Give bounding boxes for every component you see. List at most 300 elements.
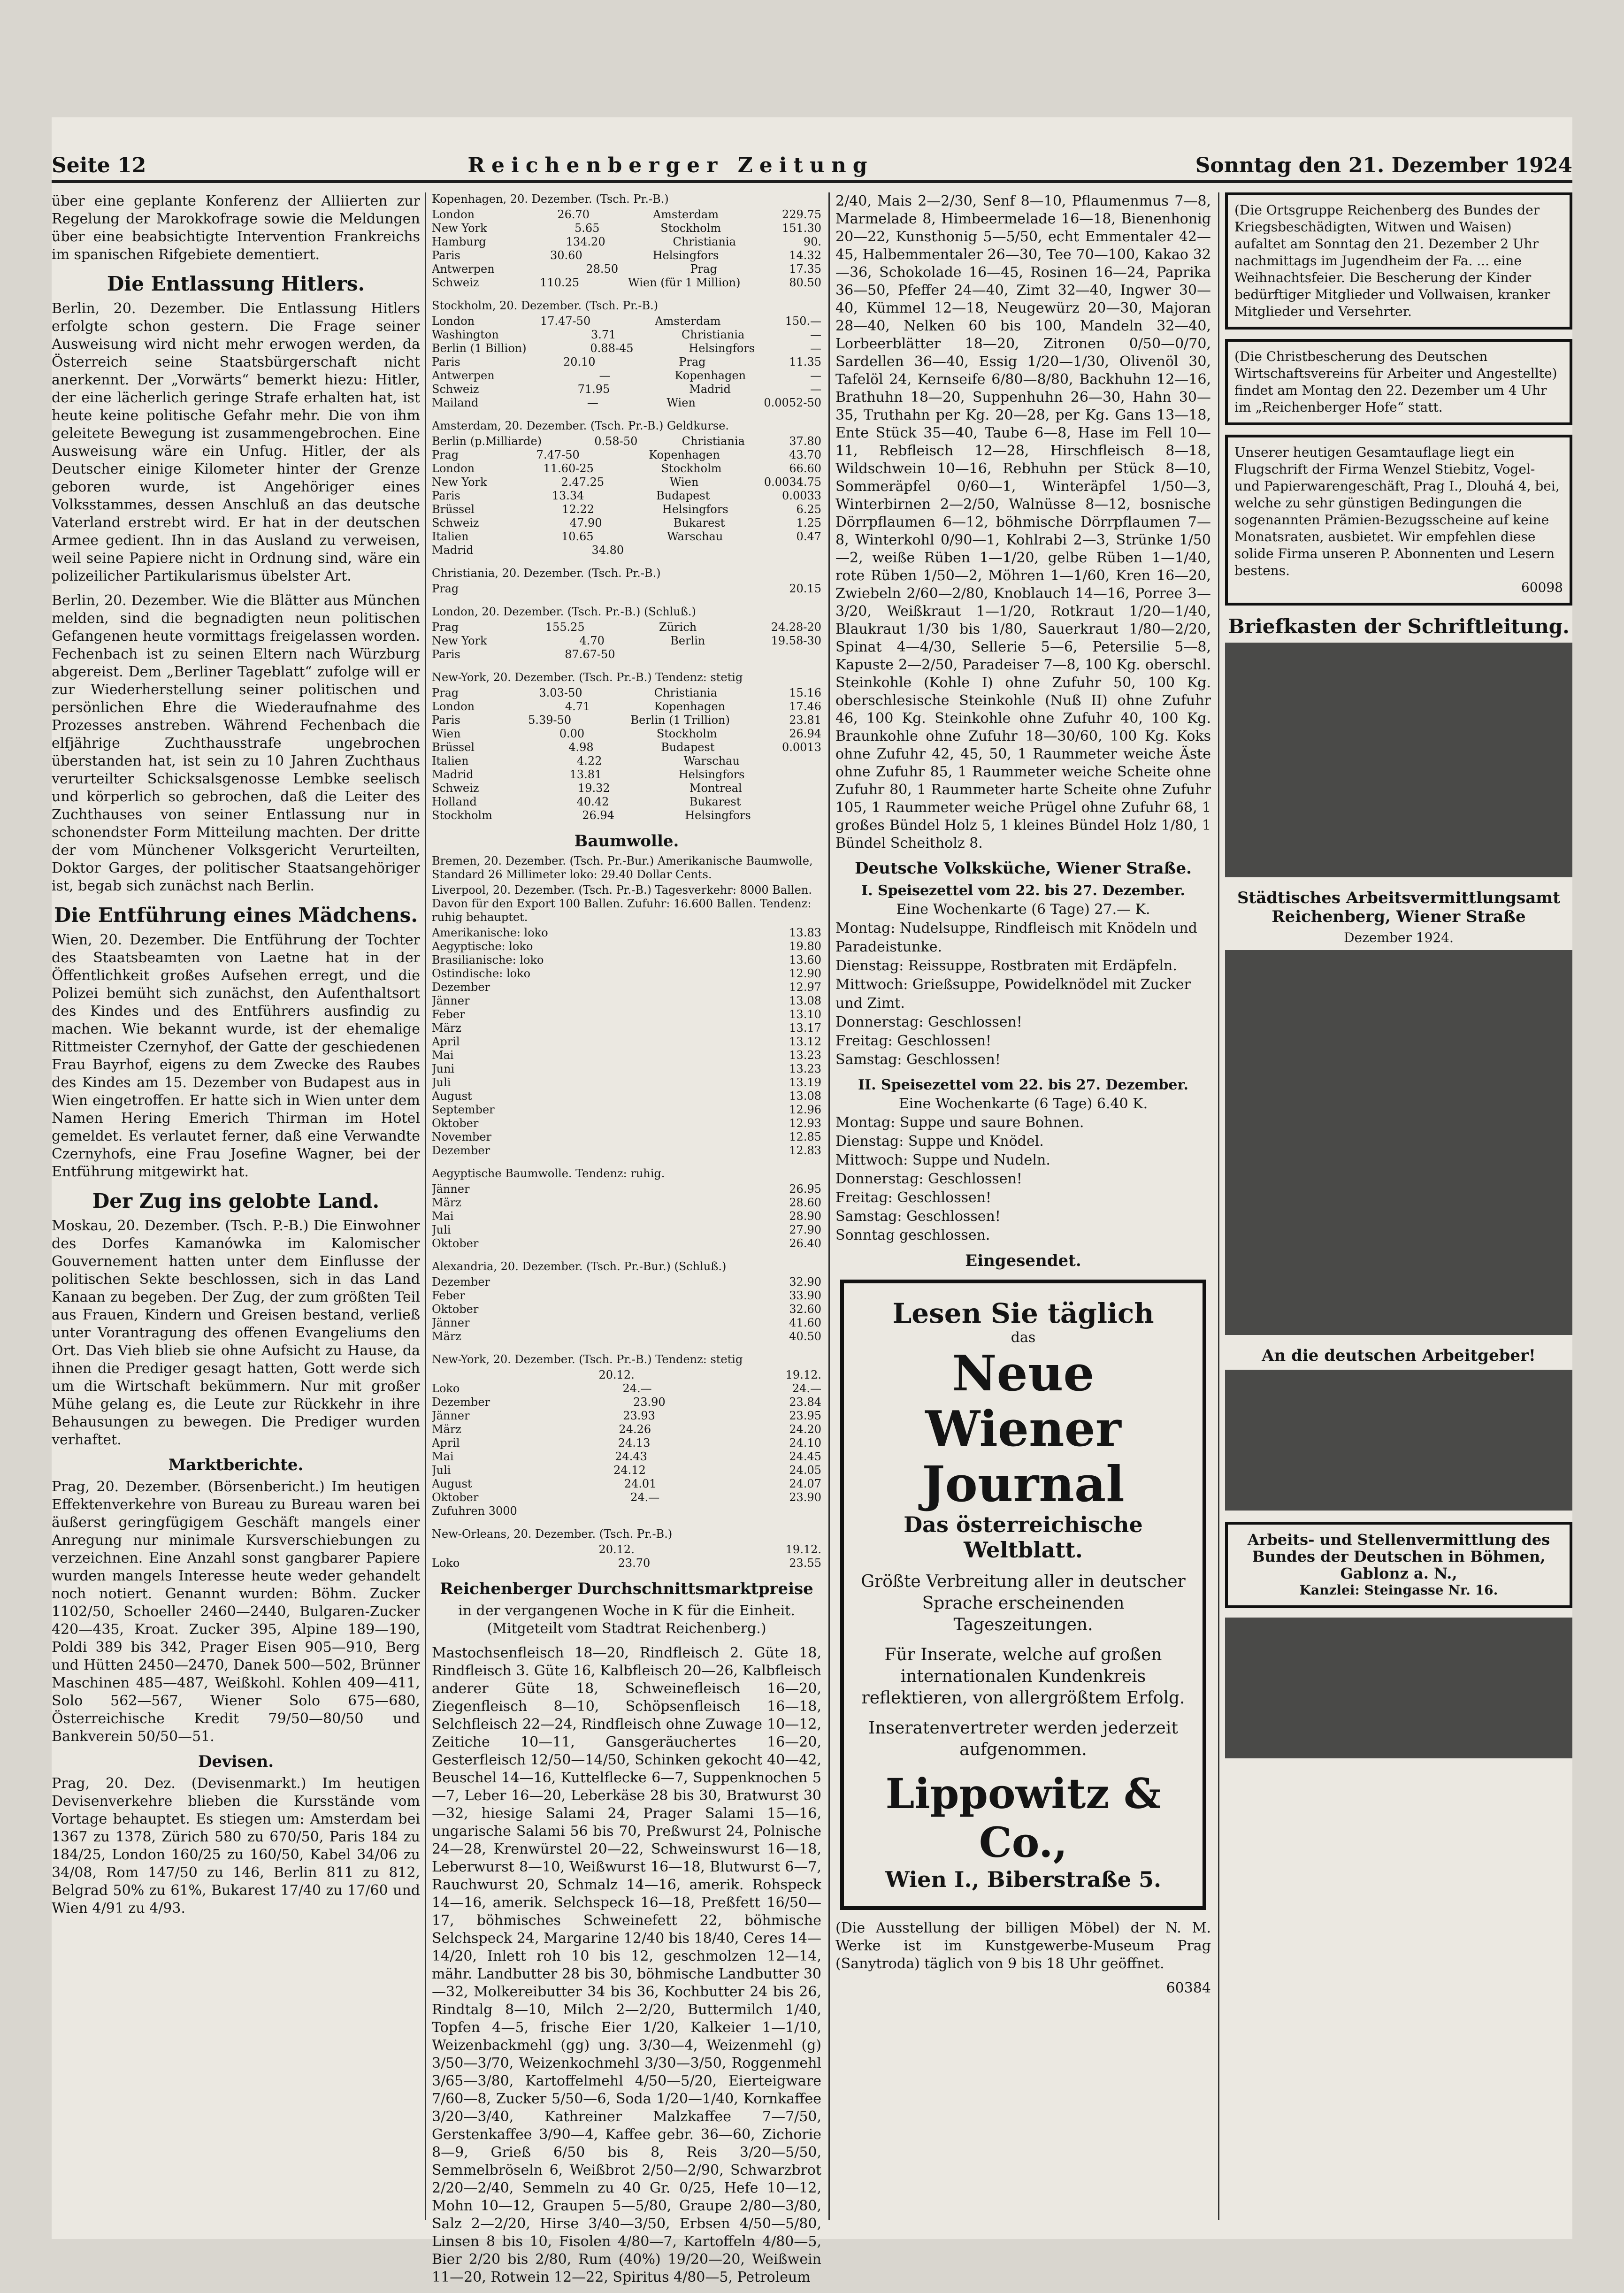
table-cell: Berlin (p.Milliarde) <box>432 435 542 448</box>
table-cell: 23.70 <box>618 1557 651 1570</box>
table-row <box>432 713 821 727</box>
table-cell: 0.88-45 <box>590 342 634 355</box>
cotton-rows <box>432 1182 821 1250</box>
table-row <box>432 700 821 713</box>
table-cell: 13.23 <box>789 1049 821 1062</box>
table-row <box>432 795 821 809</box>
table-row <box>432 1076 821 1089</box>
table-row <box>432 926 821 940</box>
table-cell: 28.50 <box>586 262 619 276</box>
table-cell: Mai <box>432 1450 454 1463</box>
table-cell: Juli <box>432 1223 451 1236</box>
page-number: Seite 12 <box>52 153 146 177</box>
table-row <box>432 621 821 634</box>
table-cell: 13.34 <box>552 489 584 502</box>
table-row <box>432 328 821 342</box>
table-row <box>432 1436 821 1450</box>
newspaper-advertisement <box>840 1280 1206 1910</box>
table-cell: — <box>810 383 821 396</box>
table-cell: Stockholm <box>656 727 717 740</box>
table-cell: 13.08 <box>789 1089 821 1103</box>
table-row <box>432 342 821 355</box>
menu-heading: II. Speisezettel vom 22. bis 27. Dezember. <box>858 1077 1188 1093</box>
table-cell: 23.95 <box>789 1409 821 1422</box>
table-cell: 4.70 <box>579 634 605 647</box>
table-cell: Italien <box>432 530 469 543</box>
table-row <box>432 475 821 489</box>
table-cell: Oktober <box>432 1303 479 1316</box>
table-cell: Oktober <box>432 1117 479 1130</box>
table-cell: 150.— <box>785 314 821 328</box>
table-cell: Prag <box>432 686 459 699</box>
menu-heading: I. Speisezettel vom 22. bis 27. Dezember. <box>861 882 1185 899</box>
table-cell: Jänner <box>432 994 470 1007</box>
section-heading: Devisen. <box>198 1752 274 1771</box>
table-cell: London <box>432 208 475 221</box>
menu-1 <box>835 882 1211 1069</box>
table-cell: 26.94 <box>582 809 614 822</box>
menu-line: Dienstag: Reissuppe, Rostbraten mit Erdäpfeln. <box>835 958 1177 974</box>
menu-line: Samstag: Geschlossen! <box>835 1208 1001 1225</box>
table-cell: Mai <box>432 1049 454 1062</box>
table-cell: April <box>432 1035 460 1048</box>
table-cell: 40.42 <box>576 795 609 808</box>
table-row <box>432 967 821 981</box>
table-row <box>432 1409 821 1423</box>
rate-table-heading: London, 20. Dezember. (Tsch. Pr.-B.) (Schluß.) <box>432 605 696 618</box>
table-cell: 24.43 <box>615 1450 647 1463</box>
column-2 <box>432 192 821 2293</box>
rate-table <box>432 299 821 410</box>
table-row <box>432 1275 821 1289</box>
table-cell: Amsterdam <box>655 314 721 328</box>
table-row <box>432 1035 821 1049</box>
table-cell: 0.47 <box>796 530 821 543</box>
table-cell: 23.90 <box>789 1491 821 1504</box>
column-rule <box>828 192 830 2220</box>
table-row <box>432 686 821 700</box>
table-header-row <box>432 1368 821 1382</box>
table-cell: Berlin <box>670 634 705 647</box>
table-row <box>432 1330 821 1343</box>
table-cell: Prag <box>679 355 706 368</box>
ad-company: Lippowitz & Co., <box>885 1769 1161 1867</box>
table-cell: 4.22 <box>577 754 602 767</box>
table-cell: Schweiz <box>432 516 479 529</box>
table-cell: Helsingfors <box>678 768 745 781</box>
table-cell: Juli <box>432 1464 451 1477</box>
table-cell: Amsterdam <box>652 208 719 221</box>
rate-table <box>432 419 821 557</box>
section-heading: Briefkasten der Schriftleitung. <box>1228 615 1570 638</box>
table-cell: 24.20 <box>789 1423 821 1436</box>
menu-price: Eine Wochenkarte (6 Tage) 6.40 K. <box>898 1096 1148 1112</box>
table-cell: 12.22 <box>562 503 594 516</box>
table-cell: Antwerpen <box>432 369 495 382</box>
table-cell: Warschau <box>683 754 740 767</box>
table-cell: 24.10 <box>789 1436 821 1449</box>
table-cell: Wien <box>666 396 696 409</box>
table-cell: Paris <box>432 648 460 661</box>
table-cell: 7.47-50 <box>536 448 580 461</box>
table-cell: London <box>432 462 475 475</box>
table-cell: 24.28-20 <box>771 621 821 634</box>
table-cell: 26.40 <box>789 1237 821 1250</box>
table-cell: Schweiz <box>432 383 479 396</box>
table-cell: Kopenhagen <box>649 448 720 461</box>
column-rule <box>1218 192 1219 2220</box>
rate-rows <box>432 435 821 557</box>
table-cell: 0.0034.75 <box>764 475 821 489</box>
table-cell: Mai <box>432 1210 454 1223</box>
table-cell: Christiania <box>682 328 745 341</box>
table-cell: Aegyptische: loko <box>432 940 533 953</box>
table-cell: 32.60 <box>789 1303 821 1316</box>
table-cell: 24.05 <box>789 1464 821 1477</box>
table-row <box>432 768 821 782</box>
table-cell: 2.47.25 <box>561 475 605 489</box>
cotton-rows <box>432 1557 821 1570</box>
table-cell: 24.12 <box>613 1464 646 1477</box>
table-cell: 20.15 <box>789 582 821 595</box>
table-cell: 17.47-50 <box>540 314 591 328</box>
cotton-note: Alexandria, 20. Dezember. (Tsch. Pr.-Bur.) (Schluß.) <box>432 1260 727 1273</box>
masthead: Reichenberger Zeitung <box>467 153 874 177</box>
table-cell: 23.84 <box>789 1396 821 1409</box>
table-cell: 229.75 <box>782 208 821 221</box>
table-row <box>432 314 821 328</box>
illegible-text-block <box>1225 1618 1572 1758</box>
table-cell: 4.71 <box>565 700 590 713</box>
table-cell: August <box>432 1477 472 1490</box>
ad-address: Wien I., Biberstraße 5. <box>885 1867 1162 1892</box>
table-cell: 24.26 <box>619 1423 651 1436</box>
article-text: Prag, 20. Dezember. (Börsenbericht.) Im heutigen Effektenverkehre von Bureau zu Bureau waren bei äußerst geringfügigem Geschäft mangels einer Anregung nur minimale Kursverschiebungen zu verzeichnen. Eine Anzahl sonst gangbarer Papiere wurden mangels Interesse heute weder gehandelt noch notiert. Genannt wurden: Böhm. Zucker 1102/50, Schoeller 2460—2440, Bulgaren-Zucker 420—435, Kroat. Zucker 395, Alpine 189—190, Poldi 389 bis 342, Prager Eisen 905—910, Berg und Hütten 2450—2470, Danek 500—502, Brünner Maschinen 485—487, Weißkohl. Kohlen 409—411, Solo 562—567, Wiener Solo 675—680, Österreichische Kredit 79/50—80/50 und Bankverein 50/50—51. <box>52 1479 420 1745</box>
table-cell: Paris <box>432 355 460 368</box>
notice-box: (Die Christbescherung des Deutschen Wirtschaftsvereins für Arbeiter und Angestellte) findet am Montag den 22. Dezember um 4 Uhr im „Reichenberger Hofe“ statt. <box>1225 339 1572 425</box>
table-cell: Amerikanische: loko <box>432 926 548 939</box>
table-cell: 134.20 <box>566 235 605 248</box>
table-row <box>432 582 821 596</box>
table-cell: Oktober <box>432 1237 479 1250</box>
rate-rows <box>432 686 821 822</box>
section-heading: Städtisches Arbeitsvermittlungsamt Reichenberg, Wiener Straße <box>1237 889 1560 926</box>
table-cell: März <box>432 1196 461 1209</box>
table-cell: Paris <box>432 489 460 502</box>
table-row <box>432 648 821 661</box>
table-cell: 13.19 <box>789 1076 821 1089</box>
article-heading: Die Entlassung Hitlers. <box>107 272 365 295</box>
column-1 <box>52 192 420 1924</box>
table-cell: Stockholm <box>661 462 722 475</box>
cotton-rows <box>432 1382 821 1504</box>
table-cell: — <box>587 396 598 409</box>
newspaper-page <box>52 117 1572 2285</box>
table-cell: 110.25 <box>540 276 580 289</box>
table-cell: Stockholm <box>660 222 721 235</box>
notice-subheading: Kanzlei: Steingasse Nr. 16. <box>1299 1582 1498 1598</box>
table-cell: New York <box>432 222 487 235</box>
cotton-rows <box>432 926 821 1158</box>
table-cell: 13.23 <box>789 1062 821 1075</box>
table-cell: 0.0013 <box>782 741 821 754</box>
table-cell: Ostindische: loko <box>432 967 531 980</box>
table-cell: London <box>432 700 475 713</box>
cotton-table <box>432 854 821 1158</box>
menu-2 <box>835 1076 1211 1245</box>
table-cell: 13.10 <box>789 1008 821 1021</box>
table-cell: 12.97 <box>789 981 821 994</box>
table-cell: April <box>432 1436 460 1449</box>
table-row <box>432 1303 821 1316</box>
table-cell: 20.10 <box>563 355 596 368</box>
table-cell: 155.25 <box>545 621 585 634</box>
ad-text: Größte Verbreitung aller in deutscher Sprache erscheinenden Tageszeitungen. <box>861 1572 1186 1634</box>
menu-line: Montag: Suppe und saure Bohnen. <box>835 1114 1084 1131</box>
table-row <box>432 809 821 822</box>
table-row <box>432 544 821 557</box>
article-text: über eine geplante Konferenz der Alliierten zur Regelung der Marokkofrage sowie die Meldungen über eine beabsichtigte Intervention Frankreichs im spanischen Rifgebiete dementiert. <box>52 193 420 263</box>
table-cell: 24.07 <box>789 1477 821 1490</box>
table-cell: — <box>810 328 821 341</box>
table-row <box>432 981 821 994</box>
table-cell: Juli <box>432 1076 451 1089</box>
column-rule <box>425 192 426 2220</box>
rate-rows <box>432 314 821 410</box>
table-cell: Jänner <box>432 1182 470 1196</box>
table-row <box>432 383 821 396</box>
cotton-rows <box>432 1275 821 1343</box>
cotton-note: Bremen, 20. Dezember. (Tsch. Pr.-Bur.) Amerikanische Baumwolle, Standard 26 Millimeter loko: 29.40 Dollar Cents. <box>432 854 813 881</box>
table-cell: Feber <box>432 1008 465 1021</box>
table-cell: 23.93 <box>623 1409 655 1422</box>
table-cell: Wien (für 1 Million) <box>628 276 741 289</box>
cotton-table <box>432 1167 821 1250</box>
menu-line: Sonntag geschlossen. <box>835 1227 990 1243</box>
rate-table <box>432 671 821 822</box>
menu-lines <box>835 1113 1211 1245</box>
table-cell: Loko <box>432 1382 460 1395</box>
table-cell: 19.58-30 <box>771 634 821 647</box>
table-cell: Juni <box>432 1062 455 1075</box>
table-row <box>432 1103 821 1117</box>
table-cell: Bukarest <box>689 795 741 808</box>
table-cell: November <box>432 1130 492 1143</box>
table-row <box>432 355 821 369</box>
table-row <box>432 530 821 544</box>
table-row <box>432 1196 821 1210</box>
notice-number: 60098 <box>1521 580 1563 595</box>
article-text: (Die Ausstellung der billigen Möbel) der N. M. Werke ist im Kunstgewerbe-Museum Prag (Sanytroda) täglich von 9 bis 18 Uhr geöffnet. <box>835 1920 1211 1972</box>
table-cell: — <box>810 369 821 382</box>
article-text: Berlin, 20. Dezember. Wie die Blätter aus München melden, sind die begnadigten neun politischen Gefangenen heute vormittags freigelassen worden. Fechenbach ist zu seinen Eltern nach Würzburg abgereist. Dem „Berliner Tageblatt“ zufolge will er zur Wiederherstellung seiner politischen und persönlichen Ehre die Wiederaufnahme des Prozesses anstreben. Während Fechenbach die elfjährige Zuchthausstrafe ungebrochen überstanden hat, ist sein zu 10 Jahren Zuchthaus verurteilter Schicksalsgenosse Lembke seelisch und körperlich so gebrochen, daß die Leiter des Zuchthauses von seiner Entlassung nur in schonendster Form Mitteilung machten. Der dritte der vom Münchener Volksgericht Verurteilten, Doktor Garges, der politischer Staatsangehöriger ist, begab sich zunächst nach Berlin. <box>52 592 420 894</box>
table-cell: Madrid <box>689 383 731 396</box>
table-cell: 12.96 <box>789 1103 821 1116</box>
table-cell: Jänner <box>432 1409 470 1422</box>
table-row <box>432 1477 821 1491</box>
table-cell: 6.25 <box>796 503 821 516</box>
table-cell: — <box>810 342 821 355</box>
table-row <box>432 222 821 235</box>
table-cell: 71.95 <box>577 383 610 396</box>
table-cell: 3.03-50 <box>539 686 582 699</box>
menu-line: Samstag: Geschlossen! <box>835 1051 1001 1068</box>
cotton-note: Liverpool, 20. Dezember. (Tsch. Pr.-B.) Tagesverkehr: 8000 Ballen. Davon für den Export 100 Ballen. Zufuhr: 16.600 Ballen. Tendenz: ruhig behauptet. <box>432 883 812 924</box>
table-row <box>432 940 821 953</box>
table-cell: 47.90 <box>569 516 602 529</box>
table-cell: 43.70 <box>789 448 821 461</box>
ad-text: Inseratenvertreter werden jederzeit aufgenommen. <box>868 1718 1178 1759</box>
table-row <box>432 953 821 967</box>
notice-box <box>1225 435 1572 606</box>
table-cell: Prag <box>432 621 459 634</box>
table-cell: 17.46 <box>789 700 821 713</box>
illegible-text-block <box>1225 950 1572 1335</box>
table-cell: New York <box>432 634 487 647</box>
ad-headline: Lesen Sie täglich <box>892 1297 1154 1329</box>
table-cell: 5.65 <box>575 222 600 235</box>
table-cell: Schweiz <box>432 276 479 289</box>
rate-table-heading: Christiania, 20. Dezember. (Tsch. Pr.-B.) <box>432 567 661 580</box>
section-subheading: in der vergangenen Woche in K für die Einheit. (Mitgeteilt vom Stadtrat Reichenberg.) <box>458 1603 795 1637</box>
table-cell: 23.55 <box>789 1557 821 1570</box>
table-cell <box>552 582 603 596</box>
table-cell: 26.95 <box>789 1182 821 1196</box>
table-cell: 151.30 <box>782 222 821 235</box>
table-cell: 15.16 <box>789 686 821 699</box>
page-header <box>52 141 1572 183</box>
table-cell: 24.— <box>622 1382 652 1395</box>
section-heading: Baumwolle. <box>574 832 679 851</box>
table-cell: 0.00 <box>559 727 585 740</box>
table-cell: 12.85 <box>789 1130 821 1143</box>
issue-date: Sonntag den 21. Dezember 1924 <box>1195 153 1572 177</box>
menu-line: Donnerstag: Geschlossen! <box>835 1171 1022 1187</box>
table-cell: 4.98 <box>568 741 594 754</box>
table-row <box>432 276 821 290</box>
table-cell: Prag <box>432 582 459 595</box>
menu-line: Mittwoch: Suppe und Nudeln. <box>835 1152 1050 1168</box>
table-row <box>432 448 821 462</box>
cotton-table <box>432 1353 821 1518</box>
table-cell: Budapest <box>661 741 715 754</box>
cotton-note: Zufuhren 3000 <box>432 1504 517 1518</box>
table-row <box>432 1089 821 1103</box>
rate-rows <box>432 621 821 661</box>
table-cell: Oktober <box>432 1491 479 1504</box>
article-heading: Die Entführung eines Mädchens. <box>54 904 418 927</box>
table-cell: 26.94 <box>789 727 821 740</box>
table-row <box>432 1049 821 1062</box>
table-cell: 12.93 <box>789 1117 821 1130</box>
table-cell: Wien <box>669 475 699 489</box>
table-cell: 66.60 <box>789 462 821 475</box>
table-cell: Helsingfors <box>652 249 719 262</box>
table-row <box>432 1450 821 1464</box>
table-row <box>432 1237 821 1250</box>
table-cell: Helsingfors <box>662 503 728 516</box>
table-row <box>432 754 821 768</box>
table-row <box>432 1464 821 1477</box>
table-cell: 19.32 <box>577 782 610 795</box>
table-row <box>432 634 821 648</box>
article-text: 2/40, Mais 2—2/30, Senf 8—10, Pflaumenmus 7—8, Marmelade 8, Himbeermelade 16—18, Bienenhonig 20—22, Kunsthonig 5—5/50, echt Emmentaler 42—45, Halbemmentaler 26—30, Tee 70—100, Kakao 32—36, Schokolade 16—45, Rosinen 16—24, Paprika 36—50, Pfeffer 24—40, Zimt 32—40, Ingwer 30—40, Kümmel 12—18, Neugewürz 20—30, Majoran 28—40, Nelken 60 bis 100, Mandeln 32—40, Lorbeerblätter 18—20, Zitronen 0/50—0/70, Sardellen 36—40, Essig 1/20—1/30, Olivenöl 30, Tafelöl 24, Kernseife 6/80—8/80, Backhuhn 12—16, Brathuhn 18—20, Suppenhuhn 26—30, Hahn 30—35, Truthahn per Kg. 20—28, per Kg. Gans 13—18, Ente Stück 35—40, Taube 6—8, Hase im Fell 10—11, Rebfleisch 12—28, Hirschfleisch 8—18, Wildschwein 10—16, Rebhuhn per Stück 8—10, Sommeräpfel 0/60—1, Winteräpfel 1/50—3, Winterbirnen 2—2/50, Walnüsse 8—12, bosnische Dörrpflaumen 6—12, böhmische Dörrpflaumen 7—8, Winterkohl 0/90—1, Kohlrabi 2—3, Strünke 1/50—2, weiße Rüben 1—1/20, gelbe Rüben 1—1/40, rote Rüben 1/50—2, Möhren 1—1/60, Kren 16—20, Zwiebeln 2/60—2/80, Knoblauch 14—16, Porree 3—3/20, Weißkraut 1—1/20, Rotkraut 1/20—1/40, Blaukraut 1/30 bis 1/80, Sauerkraut 1/80—2/20, Spinat 4—4/30, Sellerie 5—6, Petersilie 5—8, Kapuste 2—2/50, Paradeiser 7—8, 100 Kg. oberschl. Steinkohle (Kohle I) ohne Zufuhr 50, 100 Kg. oberschlesische Steinkohle (Nuß II) ohne Zufuhr 46, 100 Kg. Steinkohle ohne Zufuhr 40, 100 Kg. Braunkohle ohne Zufuhr 18—30/60, 100 Kg. Koks ohne Zufuhr 42, 45, 50, 1 Raummeter weiche Äste ohne Zufuhr 85, 1 Raummeter weiche Scheite ohne Zufuhr 80, 1 Raummeter harte Scheite ohne Zufuhr 105, 1 Raummeter weiche Prügel ohne Zufuhr 68, 1 großes Bündel Holz 5, 1 kleines Bündel Holz 1/80, 1 Bündel Scheitholz 8. <box>835 193 1211 851</box>
section-heading: Deutsche Volksküche, Wiener Straße. <box>855 859 1192 878</box>
table-cell: Mailand <box>432 396 479 409</box>
cotton-column-headers <box>432 1543 821 1557</box>
table-cell: 13.17 <box>789 1021 821 1035</box>
table-cell: Antwerpen <box>432 262 495 276</box>
table-row <box>432 1182 821 1196</box>
table-cell: 24.— <box>630 1491 660 1504</box>
table-cell: 0.0052-50 <box>764 396 821 409</box>
table-cell: Brüssel <box>432 741 475 754</box>
ad-text: Für Inserate, welche auf großen internationalen Kundenkreis reflektieren, von allergrößtem Erfolg. <box>861 1645 1185 1708</box>
menu-line: Dienstag: Suppe und Knödel. <box>835 1133 1044 1150</box>
table-row <box>432 1008 821 1021</box>
table-cell: 24.45 <box>789 1450 821 1463</box>
table-cell: 24.01 <box>624 1477 657 1490</box>
table-cell: 23.81 <box>789 713 821 727</box>
table-row <box>432 1423 821 1436</box>
table-cell: 5.39-50 <box>528 713 572 727</box>
table-cell: September <box>432 1103 495 1116</box>
table-row <box>432 1130 821 1144</box>
table-cell: Dezember <box>432 1144 490 1157</box>
notice-number: 60384 <box>1166 1980 1211 1996</box>
table-cell: Zürich <box>659 621 697 634</box>
table-cell: New York <box>432 475 487 489</box>
table-row <box>432 1062 821 1076</box>
rate-table <box>432 192 821 290</box>
table-cell: Christiania <box>673 235 736 248</box>
table-cell: Dezember <box>432 1396 490 1409</box>
table-row <box>432 1223 821 1237</box>
notice-box: (Die Ortsgruppe Reichenberg des Bundes der Kriegsbeschädigten, Witwen und Waisen) aufaltet am Sonntag den 21. Dezember 2 Uhr nachmittags im Jugendheim der Fa. ... eine Weihnachtsfeier. Die Bescherung der Kinder bedürftiger Mitglieder und Vollwaisen, kranker Mitglieder und Versehrter. <box>1225 192 1572 330</box>
table-cell: 80.50 <box>789 276 821 289</box>
table-row <box>432 503 821 516</box>
table-row <box>432 1210 821 1223</box>
column-header: 19.12. <box>785 1368 821 1381</box>
table-cell: Dezember <box>432 981 490 994</box>
table-cell: 13.12 <box>789 1035 821 1048</box>
menu-line: Montag: Nudelsuppe, Rindfleisch mit Knödeln und Paradeistunke. <box>835 920 1197 955</box>
table-cell: Kopenhagen <box>654 700 726 713</box>
table-row <box>432 208 821 222</box>
table-cell: 30.60 <box>550 249 582 262</box>
table-cell: Wien <box>432 727 461 740</box>
notice-heading: Arbeits- und Stellenvermittlung des Bundes der Deutschen in Böhmen, Gablonz a. N., <box>1247 1531 1550 1582</box>
table-row <box>432 1396 821 1409</box>
menu-line: Donnerstag: Geschlossen! <box>835 1014 1022 1030</box>
table-cell: 90. <box>803 235 821 248</box>
table-cell: März <box>432 1423 461 1436</box>
ad-text: das <box>1011 1329 1036 1346</box>
rate-table-heading: Amsterdam, 20. Dezember. (Tsch. Pr.-B.) Geldkurse. <box>432 419 729 432</box>
table-row <box>432 1289 821 1303</box>
table-cell: 0.0033 <box>782 489 821 502</box>
table-cell: 14.32 <box>789 249 821 262</box>
table-cell: Christiania <box>682 435 745 448</box>
table-cell: — <box>599 369 611 382</box>
table-row <box>432 1382 821 1396</box>
article-text: Prag, 20. Dez. (Devisenmarkt.) Im heutigen Devisenverkehre blieben die Kursstände vom Vortage behauptet. Es stiegen um: Amsterdam bei 1367 zu 1378, Zürich 580 zu 670/50, Paris 184 zu 184/25, London 160/25 zu 160/50, Kabel 34/06 zu 34/08, Rom 147/50 zu 146, Berlin 811 zu 812, Belgrad 50% zu 61%, Bukarest 17/40 zu 17/60 und Wien 4/91 zu 4/93. <box>52 1775 420 1917</box>
table-cell: Christiania <box>654 686 718 699</box>
table-cell: 34.80 <box>591 544 624 557</box>
table-cell: 12.83 <box>789 1144 821 1157</box>
menu-lines <box>835 919 1211 1069</box>
table-cell: 10.65 <box>561 530 594 543</box>
